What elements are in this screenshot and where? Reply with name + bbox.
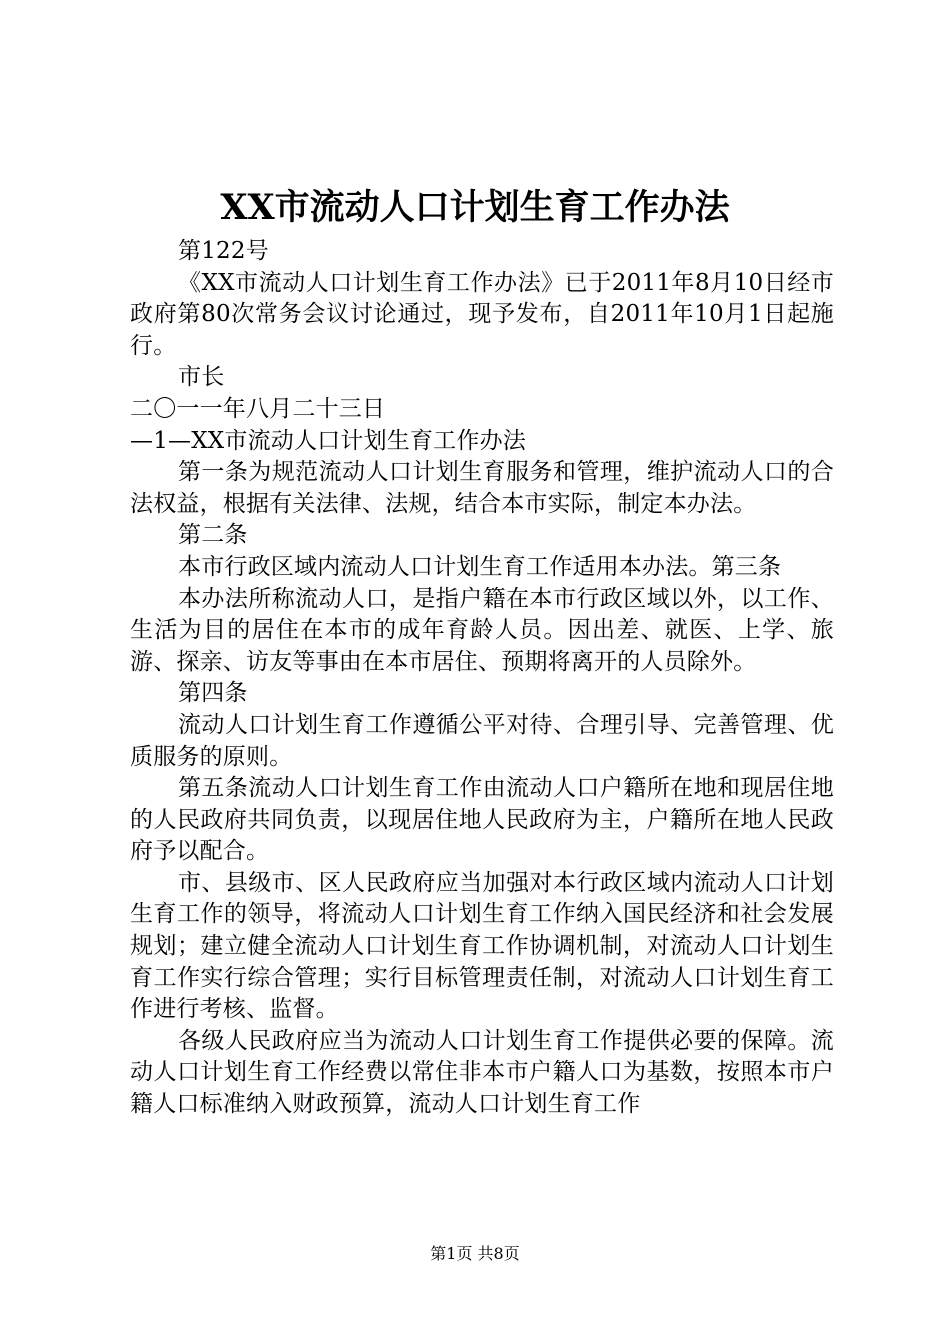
paragraph: 第二条 (178, 522, 248, 549)
paragraph: 第四条 (178, 680, 248, 707)
paragraph: 本市行政区域内流动人口计划生育工作适用本办法。第三条 (178, 553, 782, 580)
paragraph: 市长 (178, 364, 225, 391)
paragraph: 各级人民政府应当为流动人口计划生育工作提供必要的保障。流动人口计划生育工作经费以常住非本市户籍人口为基数，按照本市户籍人口标准纳入财政预算，流动人口计划生育工作 (130, 1027, 834, 1118)
paragraph: 市、县级市、区人民政府应当加强对本行政区域内流动人口计划生育工作的领导，将流动人口计划生育工作纳入国民经济和社会发展规划；建立健全流动人口计划生育工作协调机制，对流动人口计划生育工作实行综合管理；实行目标管理责任制，对流动人口计划生育工作进行考核、监督。 (130, 869, 834, 1023)
paragraph: 本办法所称流动人口，是指户籍在本市行政区域以外，以工作、生活为目的居住在本市的成年育龄人员。因出差、就医、上学、旅游、探亲、访友等事由在本市居住、预期将离开的人员除外。 (130, 585, 834, 675)
document-body (130, 236, 834, 1121)
paragraph: —1—XX市流动人口计划生育工作办法 (130, 427, 526, 454)
paragraph: 第五条流动人口计划生育工作由流动人口户籍所在地和现居住地的人民政府共同负责，以现居住地人民政府为主，户籍所在地人民政府予以配合。 (130, 775, 834, 865)
paragraph: 第一条为规范流动人口计划生育服务和管理，维护流动人口的合法权益，根据有关法律、法规，结合本市实际，制定本办法。 (130, 459, 834, 517)
paragraph: 《XX市流动人口计划生育工作办法》已于2011年8月10日经市政府第80次常务会议讨论通过，现予发布，自2011年10月1日起施行。 (130, 269, 834, 359)
paragraph: 二〇一一年八月二十三日 (130, 395, 386, 422)
document-title: XX市流动人口计划生育工作办法 (220, 187, 730, 228)
paragraph: 第122号 (178, 238, 269, 264)
page-footer: 第1页 共8页 (430, 1244, 520, 1263)
paragraph: 流动人口计划生育工作遵循公平对待、合理引导、完善管理、优质服务的原则。 (130, 711, 834, 770)
